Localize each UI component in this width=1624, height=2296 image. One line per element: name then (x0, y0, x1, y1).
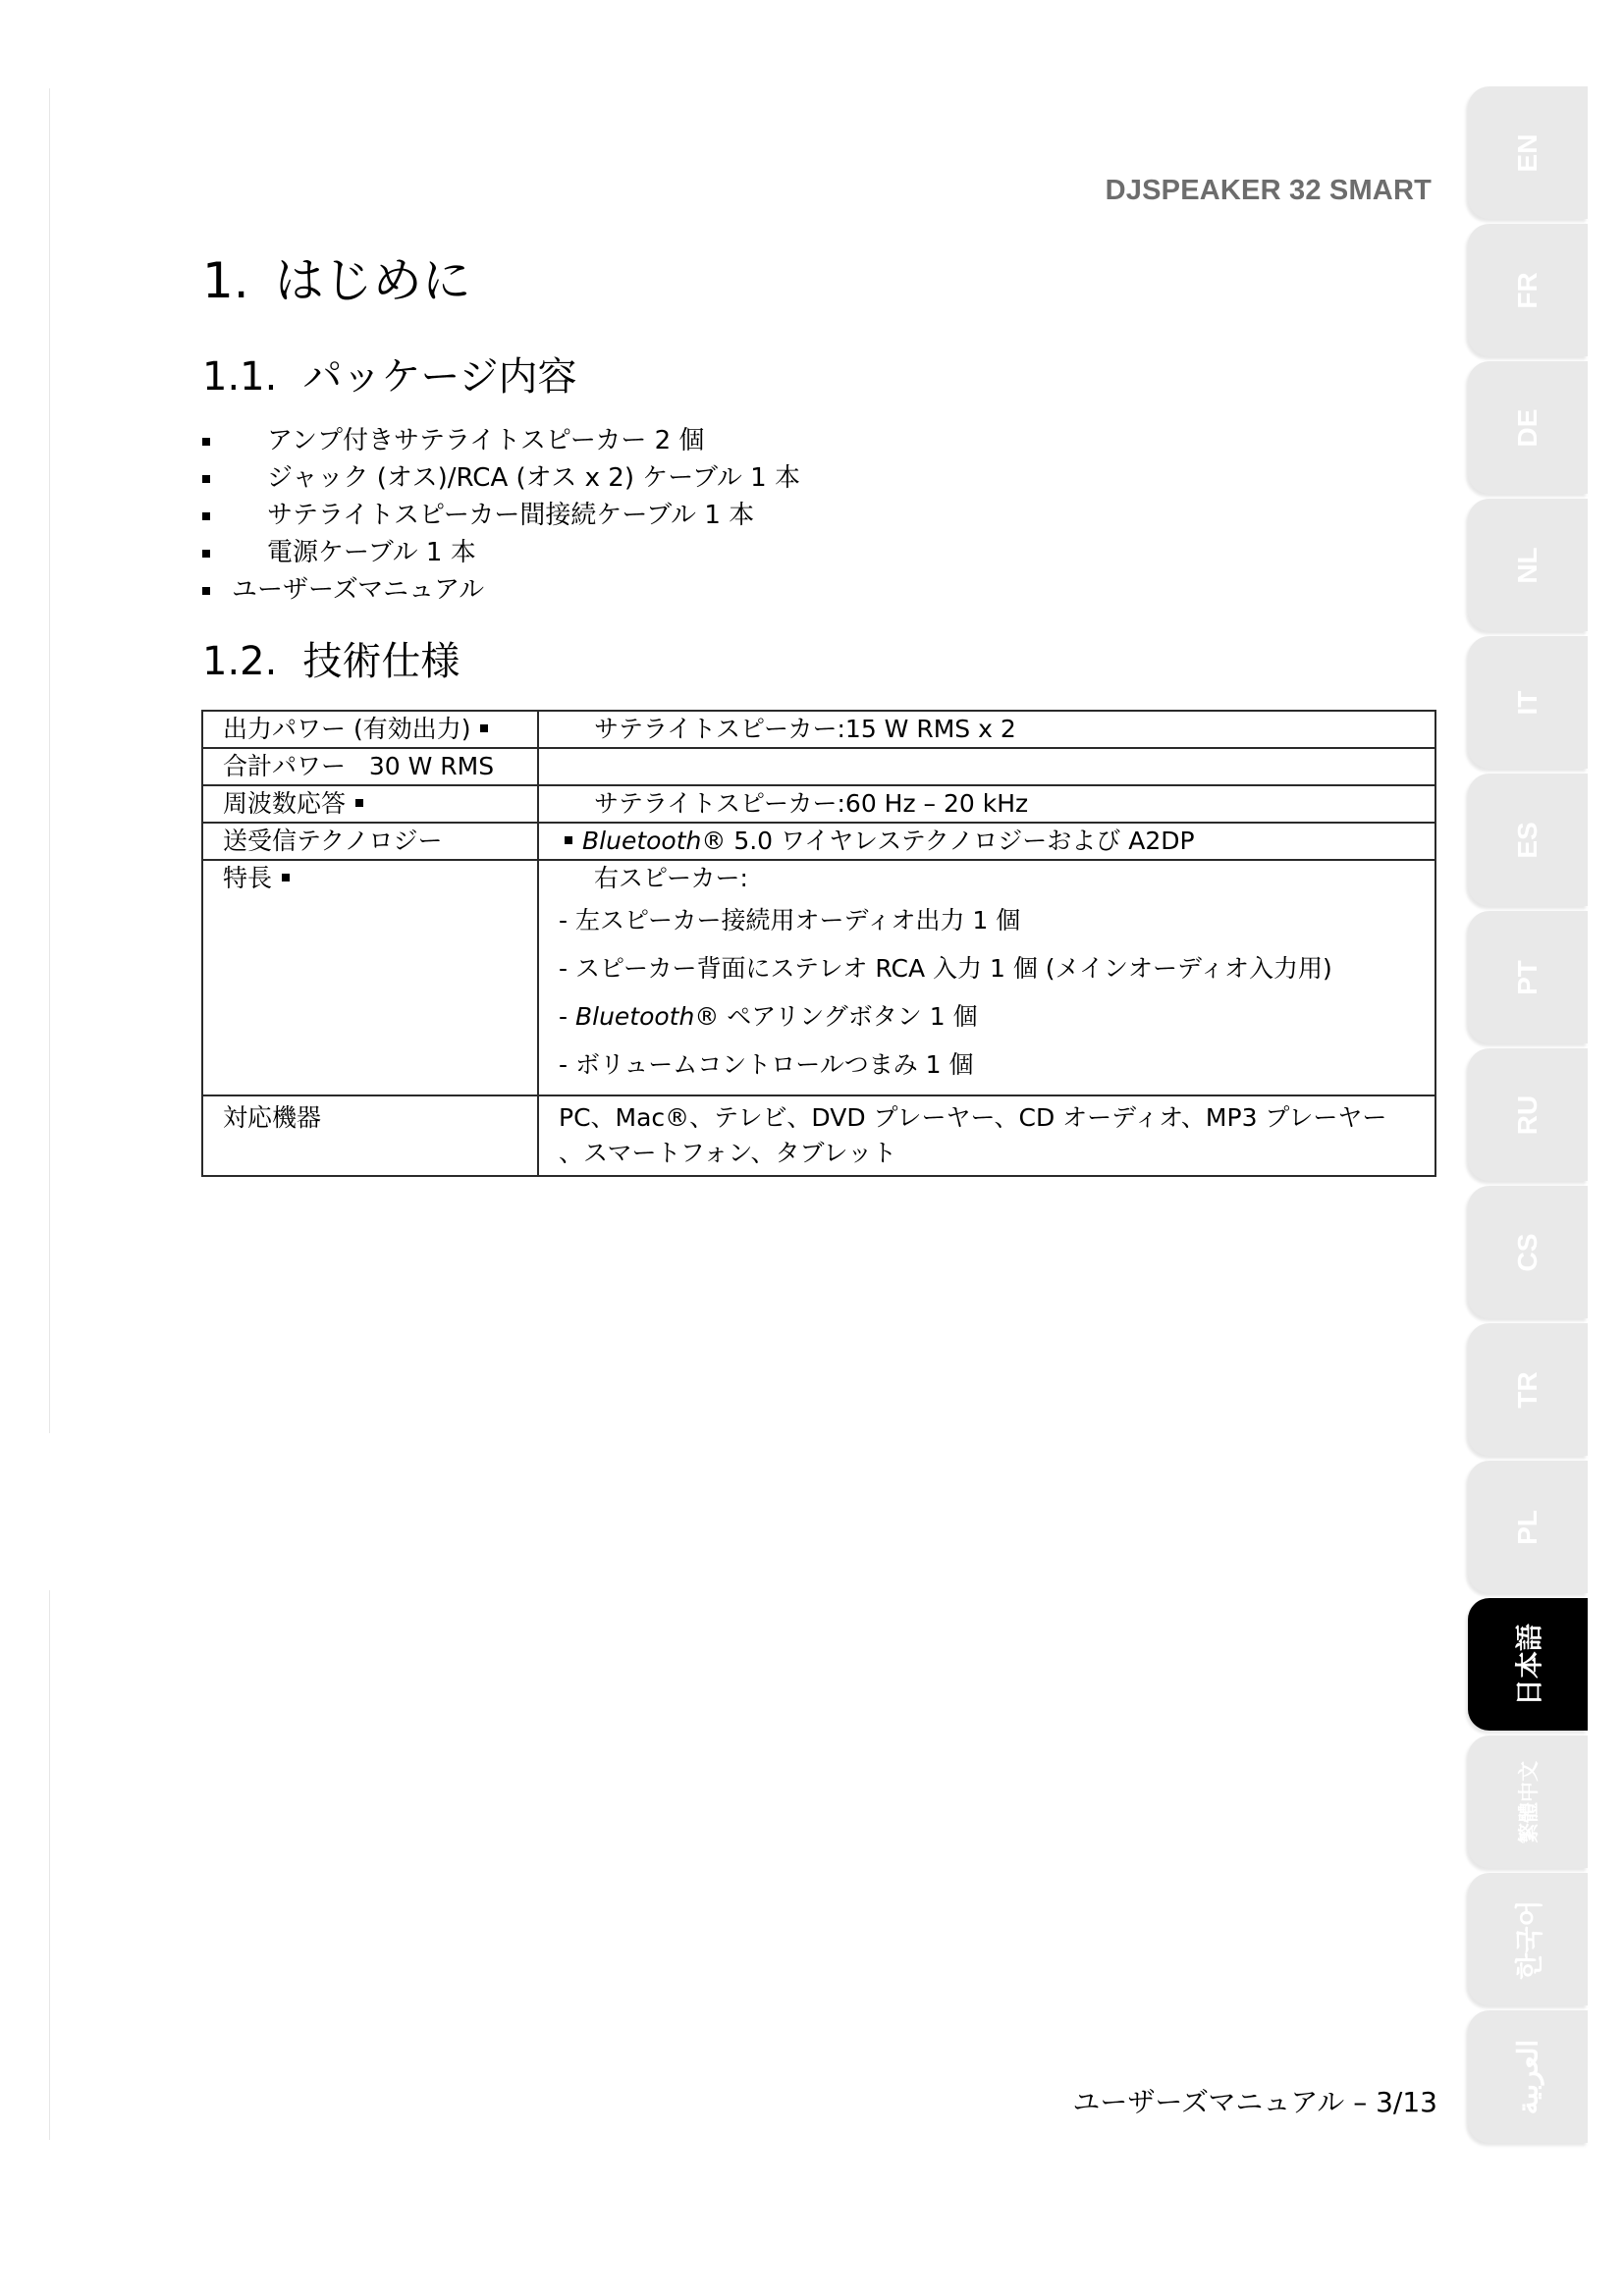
table-cell-label: 周波数応答 (202, 785, 538, 823)
tab-language-pt[interactable]: PT (1468, 911, 1588, 1043)
bullet-icon (202, 550, 210, 558)
tab-language-pl[interactable]: PL (1468, 1461, 1588, 1593)
tab-language-it[interactable]: IT (1468, 636, 1588, 769)
table-cell-value: 右スピーカー: - 左スピーカー接続用オーディオ出力 1 個 - スピーカー背面にステレオ RCA 入力 1 個 (メインオーディオ入力用) - Bluetooth® ペアリングボタン 1 個 - ボリュームコントロールつまみ 1 個 (538, 860, 1435, 1095)
tab-language-fr[interactable]: FR (1468, 224, 1588, 356)
tab-language-en[interactable]: EN (1468, 86, 1588, 219)
package-number: 1.1. (202, 354, 278, 400)
package-title: パッケージ内容 (302, 354, 577, 400)
table-cell-label: 送受信テクノロジー (202, 823, 538, 860)
section-heading (202, 241, 471, 312)
table-cell-value: PC、Mac®、テレビ、DVD プレーヤー、CD オーディオ、MP3 プレーヤー 、スマートフォン、タブレット (538, 1095, 1435, 1176)
table-row (202, 1095, 1435, 1176)
tab-language-cs[interactable]: CS (1468, 1186, 1588, 1318)
page-footer: ユーザーズマニュアル – 3/13 (1072, 2086, 1437, 2118)
specs-number: 1.2. (202, 639, 278, 684)
specs-table (201, 710, 1436, 1177)
bullet-icon (202, 475, 210, 483)
bullet-icon (355, 799, 363, 807)
bullet-icon (202, 587, 210, 595)
tab-language-nl[interactable]: NL (1468, 499, 1588, 631)
bullet-icon (282, 874, 290, 881)
tab-language-tr[interactable]: TR (1468, 1323, 1588, 1456)
page-edge-line-bottom (49, 1590, 50, 2140)
bullet-icon (202, 438, 210, 446)
section-number: 1. (202, 252, 249, 309)
table-cell-value: Bluetooth® 5.0 ワイヤレステクノロジーおよび A2DP (538, 823, 1435, 860)
table-row (202, 860, 1435, 1095)
tab-language-ru[interactable]: RU (1468, 1048, 1588, 1181)
section-title: はじめに (274, 252, 471, 309)
language-tabs (1468, 86, 1588, 2153)
specs-heading (202, 630, 460, 686)
table-row (202, 748, 1435, 785)
table-row (202, 711, 1435, 748)
specs-title: 技術仕様 (302, 639, 460, 684)
table-cell-label: 出力パワー (有効出力) (202, 711, 538, 748)
header-product-name: DJSPEAKER 32 SMART (1105, 175, 1432, 206)
tab-language-de[interactable]: DE (1468, 361, 1588, 494)
package-heading (202, 346, 577, 401)
bullet-icon (480, 724, 488, 732)
tab-language-ja[interactable]: 日本語 (1468, 1598, 1588, 1731)
tab-language-es[interactable]: ES (1468, 774, 1588, 906)
page-edge-line-top (49, 88, 50, 1433)
table-cell-label: 特長 (202, 860, 538, 1095)
bullet-icon (565, 836, 572, 844)
table-cell-value (538, 748, 1435, 785)
table-cell-label: 合計パワー 30 W RMS (202, 748, 538, 785)
tab-language-zh-tw[interactable]: 繁體中文 (1468, 1735, 1588, 1868)
tab-language-ko[interactable]: 한국어 (1468, 1873, 1588, 2005)
table-cell-value: サテライトスピーカー:60 Hz – 20 kHz (538, 785, 1435, 823)
table-row (202, 785, 1435, 823)
table-cell-label: 対応機器 (202, 1095, 538, 1176)
table-cell-value: サテライトスピーカー:15 W RMS x 2 (538, 711, 1435, 748)
tab-language-ar[interactable]: العربية (1468, 2010, 1588, 2143)
table-row (202, 823, 1435, 860)
bullet-icon (202, 512, 210, 520)
